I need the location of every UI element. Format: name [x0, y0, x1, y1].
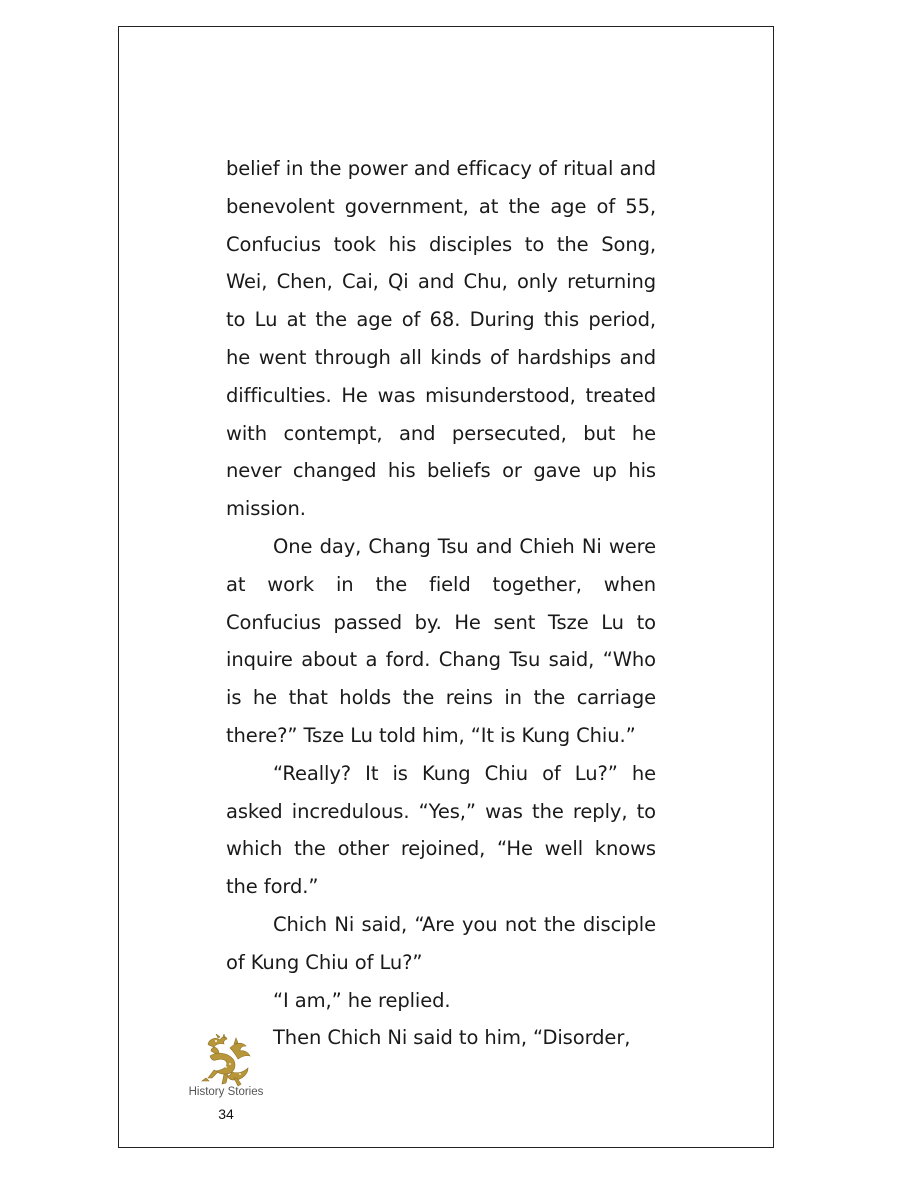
- series-title: History Stories: [188, 1086, 264, 1098]
- paragraph-4: Chich Ni said, “Are you not the disciple of Kung Chiu of Lu?”: [226, 912, 656, 974]
- paragraph-1: belief in the power and efficacy of ritual and benevolent government, at the age of 55, Confucius took his disciples to the Song, Wei, Chen, Cai, Qi and Chu, only returning to Lu at the age of 68. During this period, he went through all kinds of hardships and difficulties. He was misunderstood, treated with contempt, and persecuted, but he never changed his beliefs or gave up his mission.: [226, 157, 656, 521]
- page-number: 34: [218, 1106, 234, 1122]
- paragraph-2: One day, Chang Tsu and Chieh Ni were at work in the field together, when Confucius passed by. He sent Tsze Lu to inquire about a ford. Chang Tsu said, “Who is he that holds the reins in the carriage there?” Tsze Lu told him, “It is Kung Chiu.”: [226, 534, 656, 747]
- dragon-emblem-icon: [196, 1034, 256, 1088]
- body-text: [226, 150, 656, 1057]
- dragon-emblem-svg: [196, 1034, 256, 1088]
- paragraph-5: “I am,” he replied.: [273, 988, 451, 1012]
- paragraph-6: Then Chich Ni said to him, “Disorder,: [273, 1026, 631, 1050]
- paragraph-3: “Really? It is Kung Chiu of Lu?” he asked incredulous. “Yes,” was the reply, to which the other rejoined, “He well knows the ford.”: [226, 761, 656, 899]
